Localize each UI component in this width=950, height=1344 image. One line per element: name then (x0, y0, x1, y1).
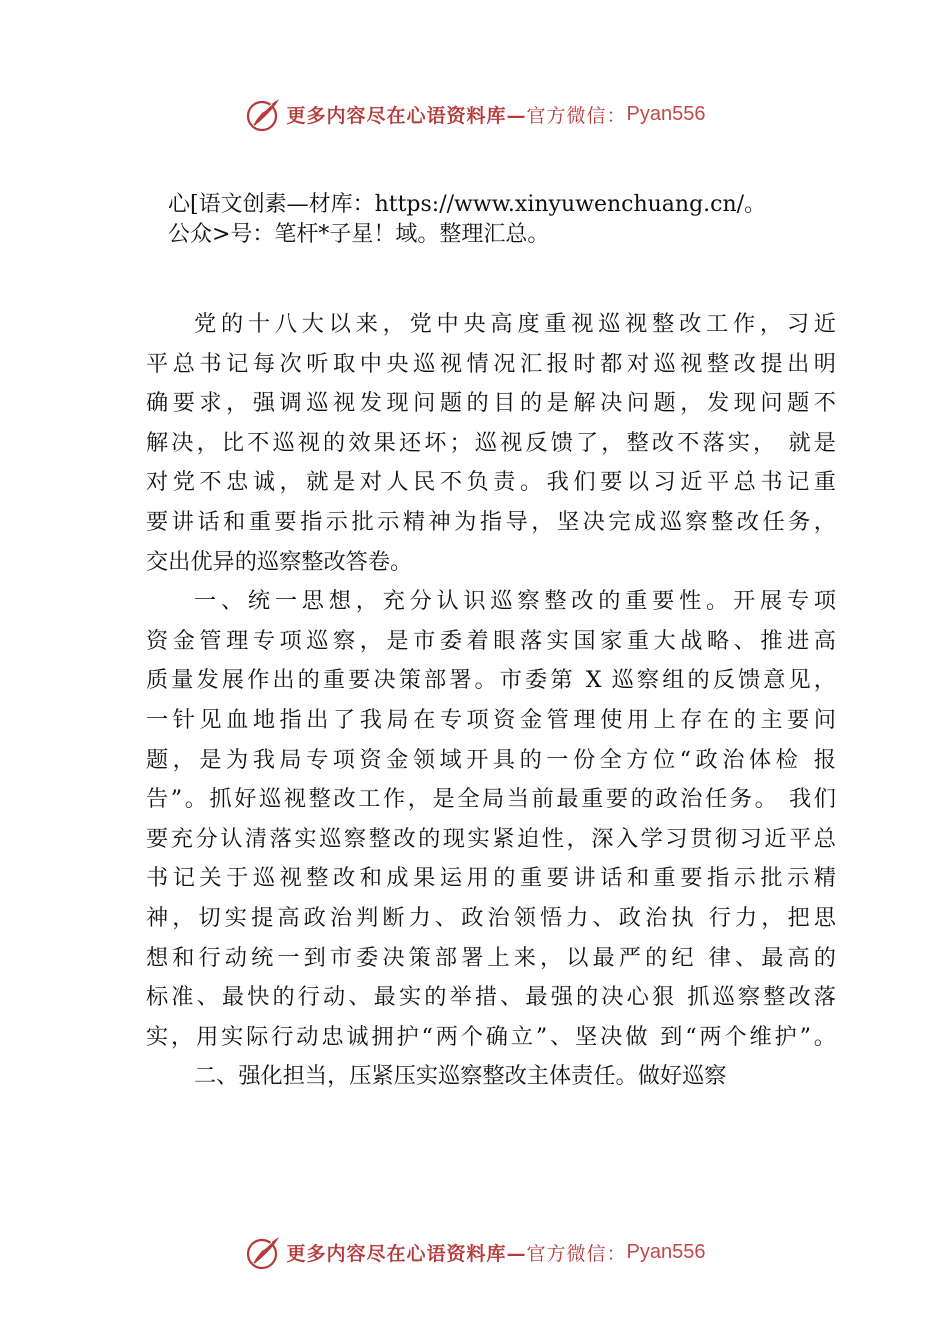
paragraph-line: 标准、最快的行动、最实的举措、最强的决心狠 抓巡察整改落 (146, 984, 836, 1011)
banner-wechat-label: 官方微信： (526, 104, 627, 127)
document-body (146, 305, 836, 1097)
banner-text: 更多内容尽在心语资料库— (286, 104, 527, 127)
paragraph-line: 实，用实际行动忠诚拥护“两个确立”、坚决做 到“两个维护”。 (146, 1023, 836, 1050)
paragraph-line: 交出优异的巡察整改答卷。 (146, 548, 413, 575)
quill-pen-logo-icon (245, 95, 283, 133)
paragraph-line: 一、统一思想，充分认识巡察整改的重要性。开展专项 (194, 588, 836, 615)
paragraph-line: 党的十八大以来，党中央高度重视巡视整改工作，习近 (194, 311, 836, 337)
paragraph-line: 平总书记每次听取中央巡视情况汇报时都对巡视整改提出明 (146, 350, 836, 377)
source-note (168, 190, 888, 250)
paragraph-line: 资金管理专项巡察，是市委着眼落实国家重大战略、推进高 (146, 627, 836, 654)
banner-wechat-id: Pyan556 (626, 102, 706, 125)
paragraph-line: 确要求，强调巡视发现问题的目的是解决问题，发现问题不 (146, 390, 836, 417)
header-banner (0, 94, 950, 134)
footer-banner (0, 1232, 950, 1272)
paragraph-line: 题，是为我局专项资金领域开具的一份全方位“政治体检 报 (146, 746, 836, 773)
source-note-line: 心[语文创素—材库：https://www.xinyuwenchuang.cn/。 (168, 192, 767, 217)
banner-wechat-id: Pyan556 (626, 1240, 706, 1263)
source-note-line: 公众>号：笔杆*子星！域。整理汇总。 (168, 222, 550, 247)
paragraph-line: 要充分认清落实巡察整改的现实紧迫性，深入学习贯彻习近平总 (146, 825, 836, 852)
paragraph-line: 质量发展作出的重要决策部署。市委第 X 巡察组的反馈意见， (146, 667, 836, 694)
paragraph-line: 二、强化担当，压紧压实巡察整改主体责任。做好巡察 (194, 1063, 727, 1090)
paragraph-line: 想和行动统一到市委决策部署上来，以最严的纪 律、最高的 (146, 944, 836, 971)
banner-wechat-label: 官方微信： (526, 1242, 627, 1265)
paragraph-line: 解决，比不巡视的效果还坏；巡视反馈了，整改不落实， 就是 (146, 429, 836, 456)
paragraph-line: 一针见血地指出了我局在专项资金管理使用上存在的主要问 (146, 706, 836, 733)
paragraph-line: 对党不忠诚，就是对人民不负责。我们要以习近平总书记重 (146, 469, 836, 496)
banner-text: 更多内容尽在心语资料库— (286, 1242, 527, 1265)
paragraph-line: 神，切实提高政治判断力、政治领悟力、政治执 行力，把思 (146, 904, 836, 931)
paragraph-line: 书记关于巡视整改和成果运用的重要讲话和重要指示批示精 (146, 865, 836, 892)
paragraph-line: 告”。抓好巡视整改工作，是全局当前最重要的政治任务。 我们 (146, 786, 836, 813)
paragraph-line: 要讲话和重要指示批示精神为指导，坚决完成巡察整改任务， (146, 508, 836, 535)
quill-pen-logo-icon (245, 1233, 283, 1271)
